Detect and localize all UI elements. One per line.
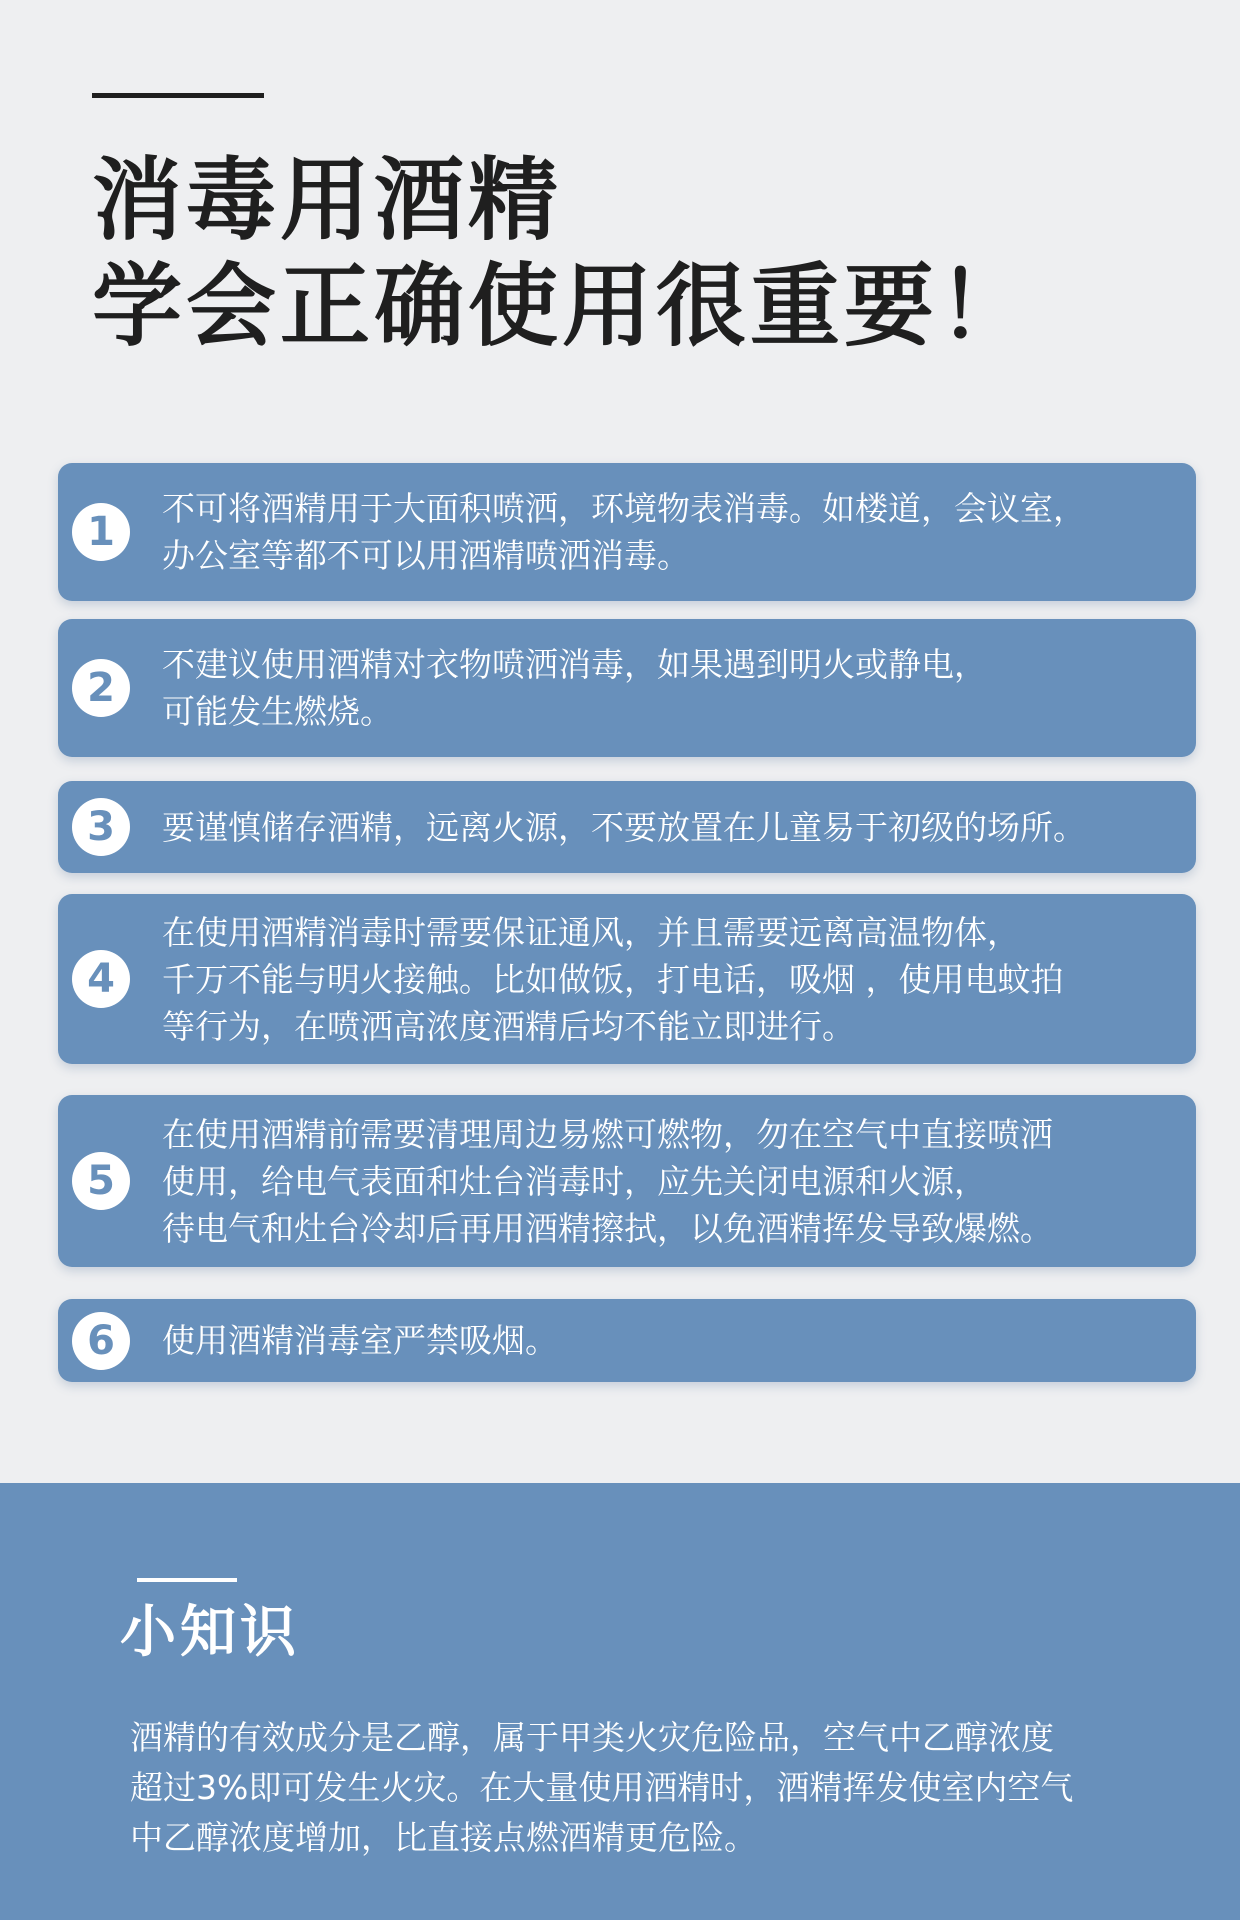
knowledge-panel (0, 1483, 1240, 1920)
tip-card-4 (58, 894, 1196, 1064)
tip-text-1: 不可将酒精用于大面积喷洒，环境物表消毒。如楼道，会议室， 办公室等都不可以用酒精喷洒消毒。 (162, 489, 1086, 575)
number-badge-3: 3 (72, 798, 130, 856)
top-divider (92, 93, 264, 98)
page-title (92, 148, 1032, 360)
number-badge-1: 1 (72, 503, 130, 561)
tip-card-5 (58, 1095, 1196, 1267)
title-line-2: 学会正确使用很重要！ (92, 254, 1032, 359)
tip-card-1 (58, 463, 1196, 601)
title-line-1: 消毒用酒精 (92, 148, 562, 253)
knowledge-divider (137, 1578, 237, 1582)
tip-text-5: 在使用酒精前需要清理周边易燃可燃物，勿在空气中直接喷洒 使用，给电气表面和灶台消毒时，应先关闭电源和火源， 待电气和灶台冷却后再用酒精擦拭，以免酒精挥发导致爆燃。 (162, 1114, 1053, 1248)
number-badge-6: 6 (72, 1312, 130, 1370)
tip-card-2 (58, 619, 1196, 757)
tip-card-6 (58, 1299, 1196, 1382)
knowledge-body: 酒精的有效成分是乙醇，属于甲类火灾危险品，空气中乙醇浓度 超过3%即可发生火灾。在大量使用酒精时，酒精挥发使室内空气 中乙醇浓度增加，比直接点燃酒精更危险。 (130, 1718, 1074, 1857)
tip-text-4: 在使用酒精消毒时需要保证通风，并且需要远离高温物体， 千万不能与明火接触。比如做饭，打电话，吸烟 ，使用电蚊拍 等行为，在喷洒高浓度酒精后均不能立即进行。 (162, 912, 1064, 1046)
tip-card-3 (58, 781, 1196, 873)
number-badge-4: 4 (72, 950, 130, 1008)
tip-text-2: 不建议使用酒精对衣物喷洒消毒，如果遇到明火或静电， 可能发生燃烧。 (162, 645, 987, 731)
number-badge-5: 5 (72, 1152, 130, 1210)
tip-text-3: 要谨慎储存酒精，远离火源，不要放置在儿童易于初级的场所。 (162, 807, 1086, 847)
knowledge-title: 小知识 (120, 1600, 300, 1665)
tip-text-6: 使用酒精消毒室严禁吸烟。 (162, 1321, 558, 1360)
number-badge-2: 2 (72, 659, 130, 717)
